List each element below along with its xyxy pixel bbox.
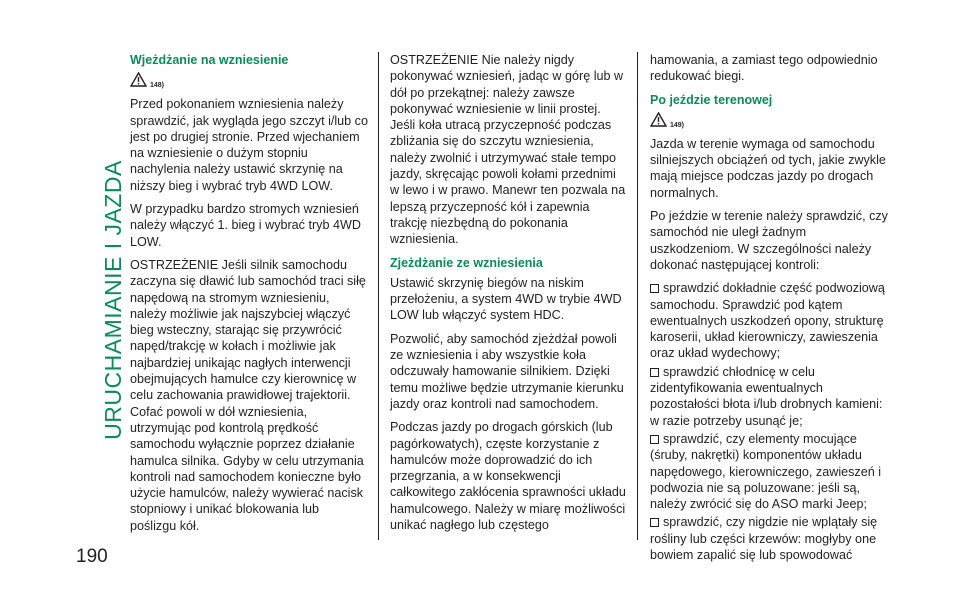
bullet-text: sprawdzić chłodnicę w celu zidentyfikowania ewentualnych pozostałości błota i/lub drobnych kamieni: w razie potrzeby usunąć je;: [650, 364, 883, 428]
bullet-text: sprawdzić, czy nigdzie nie wplątały się rośliny lub części krzewów: mogłyby one bowiem zapalić się lub spowodować: [650, 515, 878, 563]
heading-uphill: Wjeżdżanie na wzniesienie: [130, 53, 289, 67]
column-2: [390, 52, 628, 540]
bullet-item: [650, 280, 890, 361]
paragraph: Jazda w terenie wymaga od samochodu silniejszych obciążeń od tych, jakie zwykle mają miejsce podczas jazdy po drogach normalnych.: [650, 136, 886, 200]
checkbox-bullet-icon: [650, 518, 659, 527]
checkbox-bullet-icon: [650, 435, 659, 444]
paragraph: Podczas jazdy po drogach górskich (lub pagórkowatych), częste korzystanie z hamulców może doprowadzić do ich przegrzania, a w konsekwencji całkowitego zakłócenia sprawności układu hamulcowego. Należy w miarę możliwości unikać nagłego lub częstego: [390, 420, 626, 533]
paragraph: OSTRZEŻENIE Jeśli silnik samochodu zaczyna się dławić lub samochód traci siłę napędową na stromym wzniesieniu, należy możliwie jak najszybciej włączyć bieg wsteczny, starając się przywrócić napęd/trakcję w kołach i możliwie jak najbardziej unikając nagłych interwencji obejmujących hamulce czy kierownicę w celu zachowania prawidłowej trajektorii. Cofać powoli w dół wzniesienia, utrzymując pod kontrolą prędkość samochodu wyłącznie poprzez działanie hamulca silnika. Gdyby w celu utrzymania kontroli nad samochodem konieczne było użycie hamulców, należy wywierać nacisk stopniowy i unikać blokowania lub poślizgu kół.: [130, 257, 366, 533]
page-number: 190: [76, 546, 108, 567]
paragraph: hamowania, a zamiast tego odpowiednio redukować biegi.: [650, 53, 878, 84]
checkbox-bullet-icon: [650, 368, 659, 377]
warning-ref-number: 148): [150, 82, 165, 90]
bullet-text: sprawdzić dokładnie część podwoziową samochodu. Sprawdzić pod kątem ewentualnych uszkodzeń opony, strukturę karoserii, układ kierowniczy, zawieszenia oraz układ wydechowy;: [650, 281, 885, 361]
warning-reference: [650, 112, 890, 130]
warning-reference: [130, 72, 368, 90]
column-divider: [637, 52, 638, 540]
paragraph: OSTRZEŻENIE Nie należy nigdy pokonywać wzniesień, jadąc w górę lub w dół po przekątnej: należy zawsze pokonywać wzniesienie w linii prostej. Jeśli koła utracą przyczepność podczas zbliżania się do szczytu wzniesienia, należy zwolnić i utrzymywać stałe tempo jazdy, skręcając powoli kołami przednimi w lewo i w prawo. Manewr ten pozwala na lepszą przyczepność kół i zapewnia trakcję niezbędną do pokonania wzniesienia.: [390, 53, 626, 247]
column-3: [650, 52, 890, 565]
paragraph: Przed pokonaniem wzniesienia należy sprawdzić, jak wygląda jego szczyt i/lub co jest po drugiej stronie. Przed wjechaniem na wzniesienie o dużym stopniu nachylenia należy ustawić skrzynię na niższy bieg i wybrać tryb 4WD LOW.: [130, 97, 368, 193]
paragraph: Po jeździe w terenie należy sprawdzić, czy samochód nie uległ żadnym uszkodzeniom. W szczególności należy dokonać następującej kontroli:: [650, 209, 888, 272]
warning-triangle-icon: [650, 112, 667, 127]
paragraph: Pozwolić, aby samochód zjeżdżał powoli ze wzniesienia i aby wszystkie koła odczuwały hamowanie silnikiem. Dzięki temu możliwe będzie utrzymanie kierunku jazdy oraz kontroli nad samochodem.: [390, 331, 624, 411]
column-1: [130, 52, 368, 541]
section-title: URUCHAMIANIE I JAZDA: [100, 160, 126, 440]
warning-triangle-icon: [130, 72, 147, 87]
heading-after-offroad: Po jeździe terenowej: [650, 92, 773, 107]
warning-ref-number: 149): [670, 121, 685, 129]
paragraph: Ustawić skrzynię biegów na niskim przełożeniu, a system 4WD w trybie 4WD LOW lub włączyć system HDC.: [390, 275, 622, 323]
bullet-item: [650, 431, 890, 512]
paragraph: W przypadku bardzo stromych wzniesień należy włączyć 1. bieg i wybrać tryb 4WD LOW.: [130, 202, 361, 249]
heading-downhill: Zjeżdżanie ze wzniesienia: [390, 255, 543, 270]
column-divider: [378, 52, 379, 540]
bullet-item: [650, 364, 890, 429]
bullet-text: sprawdzić, czy elementy mocujące (śruby, nakrętki) komponentów układu napędowego, kierowniczego, zawieszeń i podwozia nie są poluzowane: jeśli są, należy zwrócić się do ASO marki Jeep;: [650, 431, 882, 512]
bullet-item: [650, 514, 890, 563]
checkbox-bullet-icon: [650, 284, 659, 293]
